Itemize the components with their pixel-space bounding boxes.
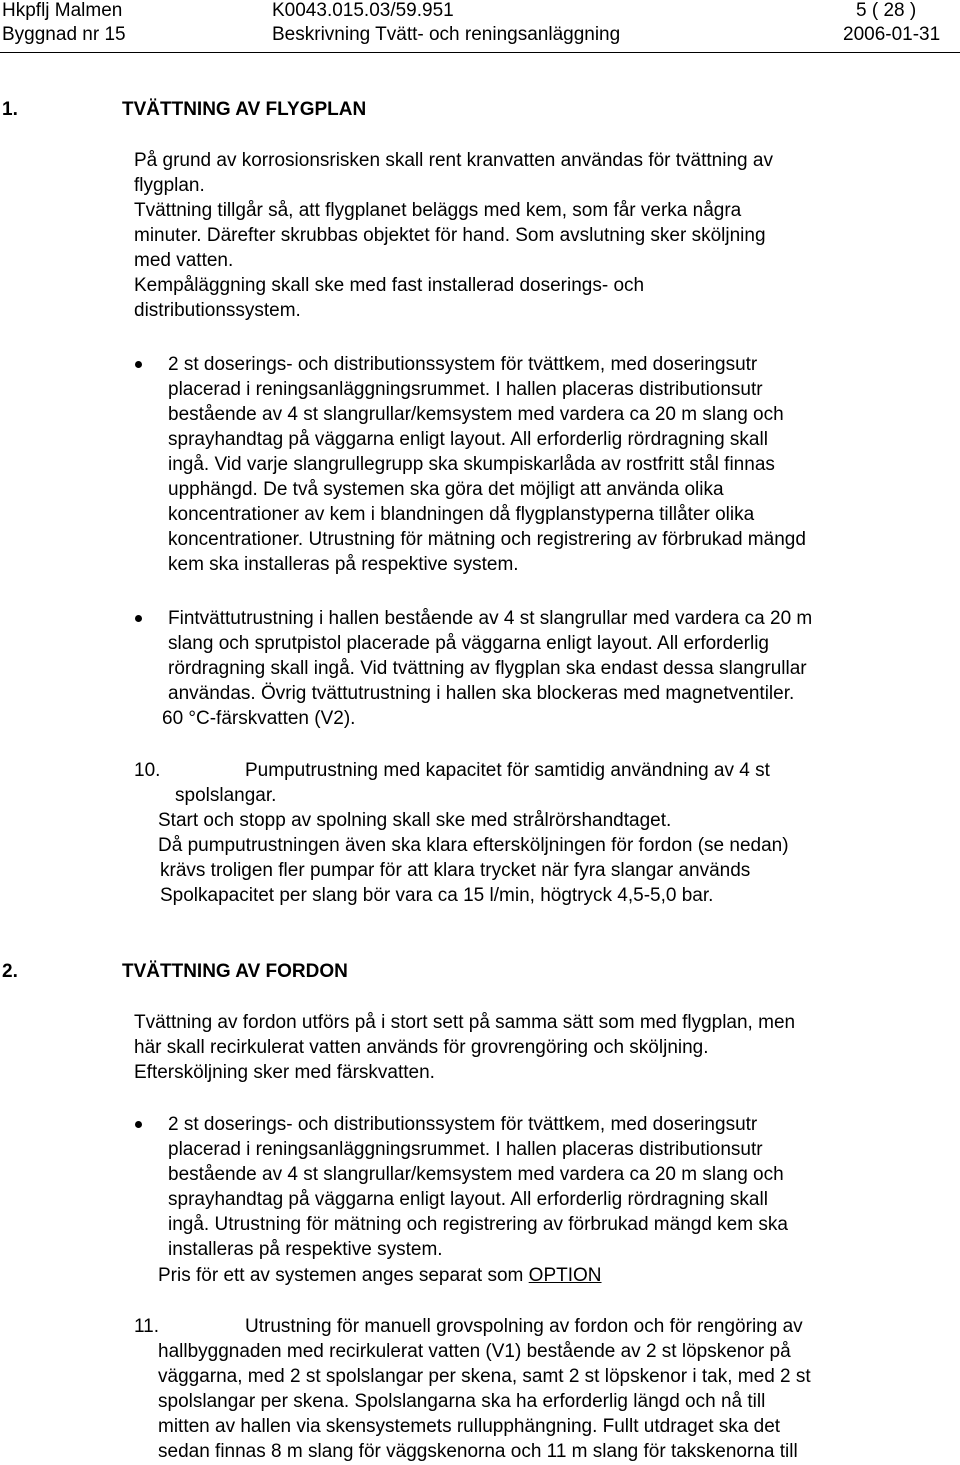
- item-11-line: Utrustning för manuell grovspolning av fordon och för rengöring av: [245, 1316, 803, 1337]
- section-2-bullet-1-line: bestående av 4 st slangrullar/kemsystem med vardera ca 20 m slang och: [168, 1164, 784, 1185]
- item-10-line: krävs troligen fler pumpar för att klara trycket när fyra slangar används: [160, 860, 751, 881]
- section-1-bullet-1-line: koncentrationer av kem i blandningen då flygplanstyperna tillåter olika: [168, 504, 755, 525]
- header-page-number: 5 ( 28 ): [856, 0, 917, 21]
- section-2-intro-line: Eftersköljning sker med färskvatten.: [134, 1062, 435, 1083]
- bullet-icon: [135, 615, 142, 622]
- item-10-number: 10.: [134, 760, 161, 781]
- bullet-icon: [135, 361, 142, 368]
- option-label: OPTION: [528, 1265, 602, 1286]
- section-1-bullet-1-line: kem ska installeras på respektive system.: [168, 554, 519, 575]
- section-1-intro-line: På grund av korrosionsrisken skall rent kranvatten användas för tvättning av: [134, 150, 773, 171]
- section-2-number: 2.: [2, 961, 18, 982]
- section-2-bullet-1-line: placerad i reningsanläggningsrummet. I hallen placeras distributionsutr: [168, 1139, 763, 1160]
- section-2-intro-line: Tvättning av fordon utförs på i stort sett på samma sätt som med flygplan, men: [134, 1012, 796, 1033]
- section-1-bullet-1-line: ingå. Vid varje slangrullegrupp ska skumpiskarlåda av rostfritt stål finnas: [168, 454, 775, 475]
- section-1-bullet-2-line: rördragning skall ingå. Vid tvättning av flygplan ska endast dessa slangrullar: [168, 658, 807, 679]
- item-11-line: väggarna, med 2 st spolslangar per skena, samt 2 st löpskenor i tak, med 2 st: [158, 1366, 811, 1387]
- section-2-intro-line: här skall recirkulerat vatten används för grovrengöring och sköljning.: [134, 1037, 709, 1058]
- section-1-intro-line: distributionssystem.: [134, 300, 301, 321]
- item-10-line: Pumputrustning med kapacitet för samtidig användning av 4 st: [245, 760, 770, 781]
- item-11-line: spolslangar per skena. Spolslangarna ska ha erforderlig längd och nå till: [158, 1391, 766, 1412]
- section-1-bullet-1-line: 2 st doserings- och distributionssystem för tvättkem, med doseringsutr: [168, 354, 758, 375]
- section-1-intro-line: minuter. Därefter skrubbas objektet för hand. Som avslutning sker sköljning: [134, 225, 766, 246]
- item-11-line: mitten av hallen via skensystemets rullupphängning. Fullt utdraget ska det: [158, 1416, 781, 1437]
- header-date: 2006-01-31: [843, 24, 941, 45]
- section-1-bullet-2-line: 60 °C-färskvatten (V2).: [162, 708, 356, 729]
- item-10-line: spolslangar.: [175, 785, 277, 806]
- header-project: Hkpflj Malmen: [2, 0, 123, 21]
- section-2-bullet-1-line: installeras på respektive system.: [168, 1239, 443, 1260]
- header-doc-title: Beskrivning Tvätt- och reningsanläggning: [272, 24, 621, 45]
- section-1-bullet-1-line: placerad i reningsanläggningsrummet. I hallen placeras distributionsutr: [168, 379, 763, 400]
- header-divider: [0, 52, 960, 53]
- section-1-intro-line: Tvättning tillgår så, att flygplanet beläggs med kem, som får verka några: [134, 200, 742, 221]
- section-2-bullet-1-line: ingå. Utrustning för mätning och registrering av förbrukad mängd kem ska: [168, 1214, 788, 1235]
- item-11-line: hallbyggnaden med recirkulerat vatten (V1) bestående av 2 st löpskenor på: [158, 1341, 791, 1362]
- section-1-bullet-2-line: slang och sprutpistol placerade på väggarna enligt layout. All erforderlig: [168, 633, 769, 654]
- bullet-icon: [135, 1121, 142, 1128]
- section-2-bullet-1-line: 2 st doserings- och distributionssystem för tvättkem, med doseringsutr: [168, 1114, 758, 1135]
- section-1-intro-line: flygplan.: [134, 175, 205, 196]
- item-10-line: Spolkapacitet per slang bör vara ca 15 l/min, högtryck 4,5-5,0 bar.: [160, 885, 714, 906]
- section-1-bullet-1-line: sprayhandtag på väggarna enligt layout. All erforderlig rördragning skall: [168, 429, 768, 450]
- section-1-bullet-1-line: bestående av 4 st slangrullar/kemsystem med vardera ca 20 m slang och: [168, 404, 784, 425]
- section-1-title: TVÄTTNING AV FLYGPLAN: [122, 99, 367, 120]
- item-10-line: Då pumputrustningen även ska klara eftersköljningen för fordon (se nedan): [158, 835, 789, 856]
- section-1-bullet-1-line: upphängd. De två systemen ska göra det möjligt att använda olika: [168, 479, 724, 500]
- section-1-intro-line: Kempåläggning skall ske med fast installerad doserings- och: [134, 275, 645, 296]
- section-2-bullet-1-line: sprayhandtag på väggarna enligt layout. All erforderlig rördragning skall: [168, 1189, 768, 1210]
- section-2-title: TVÄTTNING AV FORDON: [122, 961, 348, 982]
- item-11-line: sedan finnas 8 m slang för väggskenorna och 11 m slang för takskenorna till: [158, 1441, 798, 1462]
- option-price-note: [158, 1265, 602, 1287]
- item-10-line: Start och stopp av spolning skall ske med strålrörshandtaget.: [158, 810, 672, 831]
- item-11-number: 11.: [134, 1316, 160, 1337]
- option-price-text: Pris för ett av systemen anges separat som: [158, 1265, 529, 1286]
- header-doc-number: K0043.015.03/59.951: [272, 0, 454, 21]
- section-1-intro-line: med vatten.: [134, 250, 234, 271]
- header-building: Byggnad nr 15: [2, 24, 126, 45]
- section-1-bullet-1-line: koncentrationer. Utrustning för mätning och registrering av förbrukad mängd: [168, 529, 806, 550]
- section-1-number: 1.: [2, 99, 18, 120]
- section-1-bullet-2-line: användas. Övrig tvättutrustning i hallen ska blockeras med magnetventiler.: [168, 683, 795, 704]
- section-1-bullet-2-line: Fintvättutrustning i hallen bestående av 4 st slangrullar med vardera ca 20 m: [168, 608, 813, 629]
